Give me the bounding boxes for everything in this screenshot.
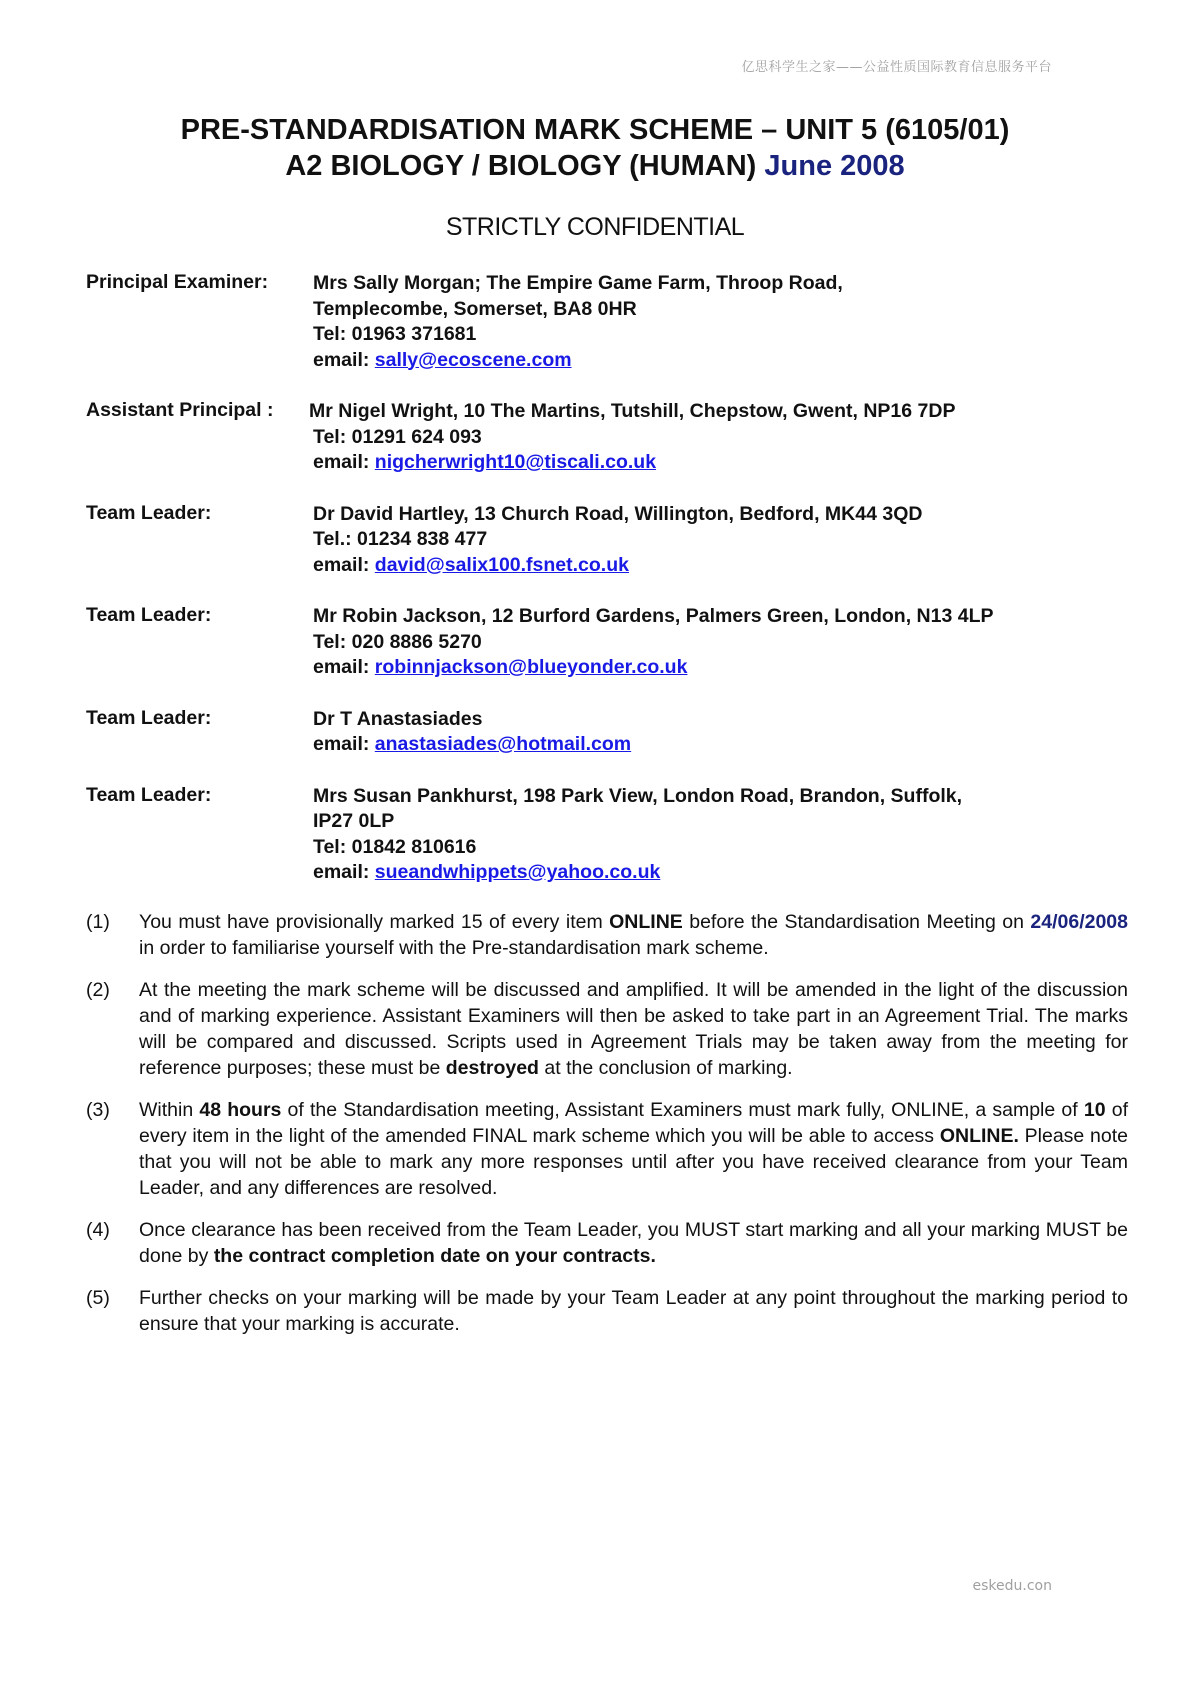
email-link[interactable]: anastasiades@hotmail.com: [374, 733, 632, 755]
document-title-line2: [0, 150, 1190, 183]
contact-phone: Tel: 01291 624 093: [313, 425, 482, 448]
contact-list: [86, 271, 1116, 912]
meeting-date: 24/06/2008: [1030, 911, 1128, 933]
email-label: email:: [313, 733, 370, 755]
instruction-text: Further checks on your marking will be made by your Team Leader at any point throughout the marking period to ensure that your marking is accurate.: [139, 1287, 1128, 1335]
email-link[interactable]: nigcherwright10@tiscali.co.uk: [374, 451, 657, 473]
document-title-line1: PRE-STANDARDISATION MARK SCHEME – UNIT 5 (6105/01): [180, 114, 1010, 146]
contact-address: Dr David Hartley, 13 Church Road, Willington, Bedford, MK44 3QD: [313, 502, 923, 525]
instruction-item: [86, 1285, 1128, 1337]
contact-phone: Tel: 020 8886 5270: [313, 630, 482, 653]
contact-email-row: [313, 450, 1116, 476]
contact-name: Dr T Anastasiades: [313, 707, 483, 730]
contact-phone: Tel: 01842 810616: [313, 835, 477, 858]
instruction-item: [86, 909, 1128, 961]
contact-address: Mrs Sally Morgan; The Empire Game Farm, Throop Road,: [313, 272, 843, 294]
contact-team-leader: [86, 502, 1116, 579]
email-label: email:: [313, 861, 370, 883]
contact-address: Mr Nigel Wright, 10 The Martins, Tutshill, Chepstow, Gwent, NP16 7DP: [309, 400, 956, 422]
email-link[interactable]: sueandwhippets@yahoo.co.uk: [374, 861, 661, 883]
contact-role: Team Leader:: [86, 783, 212, 806]
contact-role: Team Leader:: [86, 501, 212, 524]
instruction-item: [86, 1097, 1128, 1201]
confidential-label: STRICTLY CONFIDENTIAL: [445, 213, 745, 241]
contact-team-leader: [86, 604, 1116, 681]
instruction-text: You must have provisionally marked 15 of every item ONLINE before the Standardisation Meeting on 24/06/2008 in order to familiarise yourself with the Pre-standardisation mark scheme.: [139, 911, 1128, 959]
contact-assistant-principal: [86, 399, 1116, 476]
email-link[interactable]: robinnjackson@blueyonder.co.uk: [374, 656, 688, 678]
instruction-text: At the meeting the mark scheme will be discussed and amplified. It will be amended in the light of the discussion and of marking experience. Assistant Examiners will then be asked to take part in an Agreement Trial. The marks will be compared and discussed. Scripts used in Agreement Trials may be taken away from the meeting for reference purposes; these must be destroyed at the conclusion of marking.: [139, 979, 1128, 1079]
email-link[interactable]: david@salix100.fsnet.co.uk: [374, 553, 629, 576]
contact-address: Mrs Susan Pankhurst, 198 Park View, London Road, Brandon, Suffolk,: [313, 784, 963, 807]
contact-email-row: [313, 860, 1116, 886]
contact-email-row: [313, 732, 1116, 758]
instruction-text: Within 48 hours of the Standardisation meeting, Assistant Examiners must mark fully, ONLINE, a sample of 10 of every item in the light of the amended FINAL mark scheme which you will be able to access ONLINE. Please note that you will not be able to mark any more responses until after you have received clearance from your Team Leader, and any differences are resolved.: [139, 1099, 1128, 1199]
contact-address: IP27 0LP: [313, 810, 395, 832]
instruction-number: (2): [86, 979, 110, 1001]
contact-email-row: [313, 553, 1116, 579]
contact-address: Templecombe, Somerset, BA8 0HR: [313, 297, 637, 320]
instructions-list: [86, 909, 1128, 1353]
instruction-text: Once clearance has been received from the Team Leader, you MUST start marking and all your marking MUST be done by the contract completion date on your contracts.: [139, 1219, 1128, 1267]
instruction-item: [86, 1217, 1128, 1269]
email-label: email:: [313, 451, 370, 473]
title-date: June 2008: [764, 150, 905, 182]
contact-role: Principal Examiner:: [86, 271, 269, 293]
instruction-number: (5): [86, 1287, 110, 1309]
instruction-number: (4): [86, 1219, 110, 1241]
instruction-number: (3): [86, 1099, 110, 1121]
email-label: email:: [313, 348, 370, 371]
contact-email-row: [313, 655, 1116, 681]
contact-email-row: [313, 348, 1116, 374]
instruction-number: (1): [86, 911, 110, 933]
contact-phone: Tel: 01963 371681: [313, 323, 477, 345]
contact-role: Team Leader:: [86, 706, 212, 729]
contact-role: Assistant Principal :: [86, 399, 274, 421]
contact-role: Team Leader:: [86, 604, 212, 626]
contact-address: Mr Robin Jackson, 12 Burford Gardens, Palmers Green, London, N13 4LP: [313, 605, 994, 627]
email-label: email:: [313, 553, 370, 576]
footer-watermark: eskedu.con: [972, 1578, 1052, 1594]
instruction-item: [86, 977, 1128, 1081]
header-watermark: 亿思科学生之家——公益性质国际教育信息服务平台: [741, 60, 1052, 75]
title-subject: A2 BIOLOGY / BIOLOGY (HUMAN): [285, 150, 757, 182]
email-label: email:: [313, 656, 370, 678]
email-link[interactable]: sally@ecoscene.com: [374, 348, 572, 371]
contact-phone: Tel.: 01234 838 477: [313, 528, 488, 550]
contact-team-leader: [86, 784, 1116, 886]
contact-team-leader: [86, 707, 1116, 758]
contact-principal-examiner: [86, 271, 1116, 373]
